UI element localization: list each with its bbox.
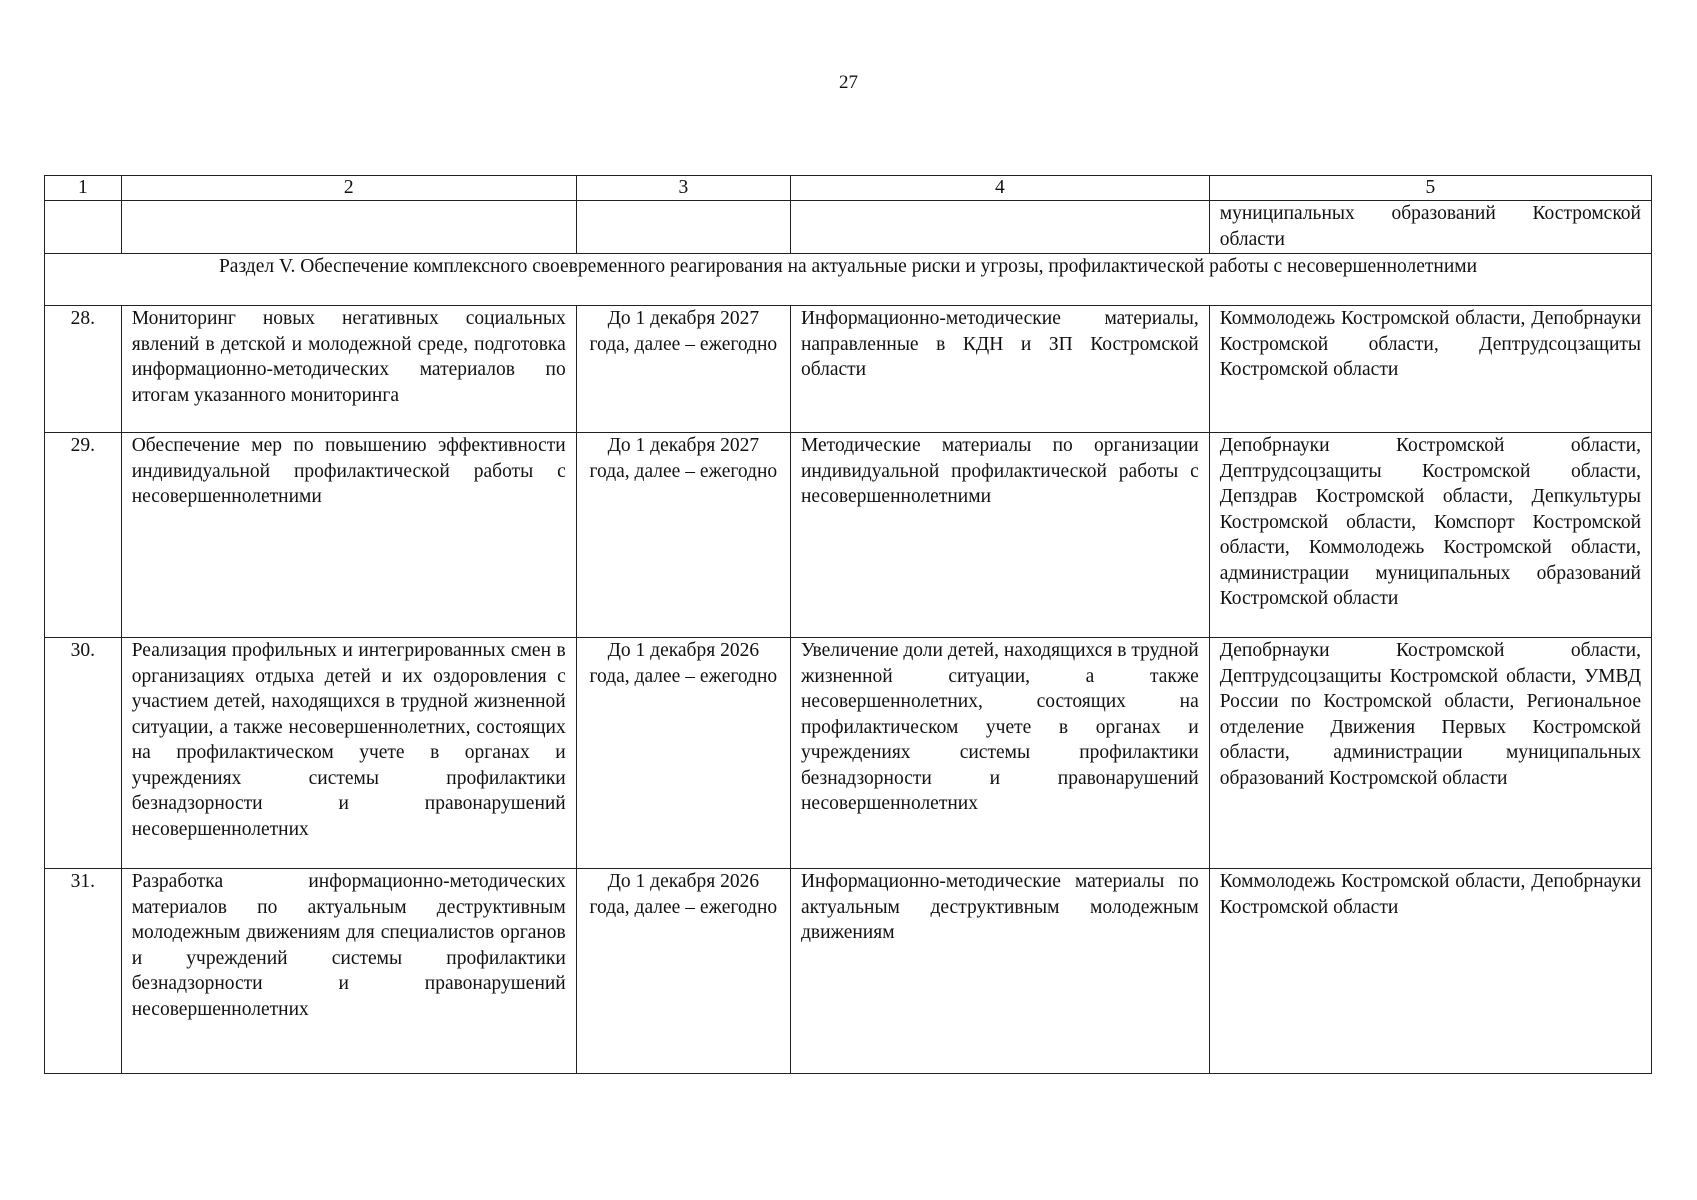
activity-cell: Разработка информационно-методических материалов по актуальным деструктивным молодежным движениям для специалистов органов и учреждений системы профилактики безнадзорности и правонарушений несовершеннолетних	[121, 869, 576, 1074]
table-row	[45, 869, 1652, 1074]
deadline-cell: До 1 декабря 2027 года, далее – ежегодно	[576, 306, 790, 433]
result-cell: Увеличение доли детей, находящихся в трудной жизненной ситуации, а также несовершеннолетних, состоящих на профилактическом учете в органах и учреждениях системы профилактики безнадзорности и правонарушений несовершеннолетних	[790, 638, 1209, 869]
table-row	[45, 638, 1652, 869]
row-number: 28.	[45, 306, 122, 433]
table-row	[45, 306, 1652, 433]
executors-cell: Коммолодежь Костромской области, Депобрнауки Костромской области, Дептрудсоцзащиты Костромской области	[1209, 306, 1651, 433]
page-number: 27	[839, 72, 858, 93]
row-number: 30.	[45, 638, 122, 869]
empty-cell	[790, 201, 1209, 254]
table-row	[45, 433, 1652, 638]
column-number: 1	[45, 176, 122, 201]
empty-cell	[576, 201, 790, 254]
column-number: 2	[121, 176, 576, 201]
empty-cell	[45, 201, 122, 254]
row-number: 31.	[45, 869, 122, 1074]
section-title: Раздел V. Обеспечение комплексного своевременного реагирования на актуальные риски и угрозы, профилактической работы с несовершеннолетними	[45, 254, 1652, 306]
activity-cell: Мониторинг новых негативных социальных явлений в детской и молодежной среде, подготовка информационно-методических материалов по итогам указанного мониторинга	[121, 306, 576, 433]
row-number: 29.	[45, 433, 122, 638]
deadline-cell: До 1 декабря 2026 года, далее – ежегодно	[576, 869, 790, 1074]
section-row	[45, 254, 1652, 306]
continuation-row	[45, 201, 1652, 254]
executors-cell: муниципальных образований Костромской области	[1209, 201, 1651, 254]
executors-cell: Коммолодежь Костромской области, Депобрнауки Костромской области	[1209, 869, 1651, 1074]
executors-cell: Депобрнауки Костромской области, Дептрудсоцзащиты Костромской области, УМВД России по Костромской области, Региональное отделение Движения Первых Костромской области, администрации муниципальных образований Костромской области	[1209, 638, 1651, 869]
activity-cell: Реализация профильных и интегрированных смен в организациях отдыха детей и их оздоровления с участием детей, находящихся в трудной жизненной ситуации, а также несовершеннолетних, состоящих на профилактическом учете в органах и учреждениях системы профилактики безнадзорности и правонарушений несовершеннолетних	[121, 638, 576, 869]
result-cell: Информационно-методические материалы, направленные в КДН и ЗП Костромской области	[790, 306, 1209, 433]
deadline-cell: До 1 декабря 2027 года, далее – ежегодно	[576, 433, 790, 638]
result-cell: Информационно-методические материалы по актуальным деструктивным молодежным движениям	[790, 869, 1209, 1074]
column-number: 4	[790, 176, 1209, 201]
deadline-cell: До 1 декабря 2026 года, далее – ежегодно	[576, 638, 790, 869]
column-number-row	[45, 176, 1652, 201]
empty-cell	[121, 201, 576, 254]
measures-table	[44, 175, 1652, 1074]
column-number: 5	[1209, 176, 1651, 201]
result-cell: Методические материалы по организации индивидуальной профилактической работы с несовершеннолетними	[790, 433, 1209, 638]
column-number: 3	[576, 176, 790, 201]
executors-cell: Депобрнауки Костромской области, Дептрудсоцзащиты Костромской области, Депздрав Костромской области, Депкультуры Костромской области, Комспорт Костромской области, Коммолодежь Костромской области, администрации муниципальных образований Костромской области	[1209, 433, 1651, 638]
activity-cell: Обеспечение мер по повышению эффективности индивидуальной профилактической работы с несовершеннолетними	[121, 433, 576, 638]
